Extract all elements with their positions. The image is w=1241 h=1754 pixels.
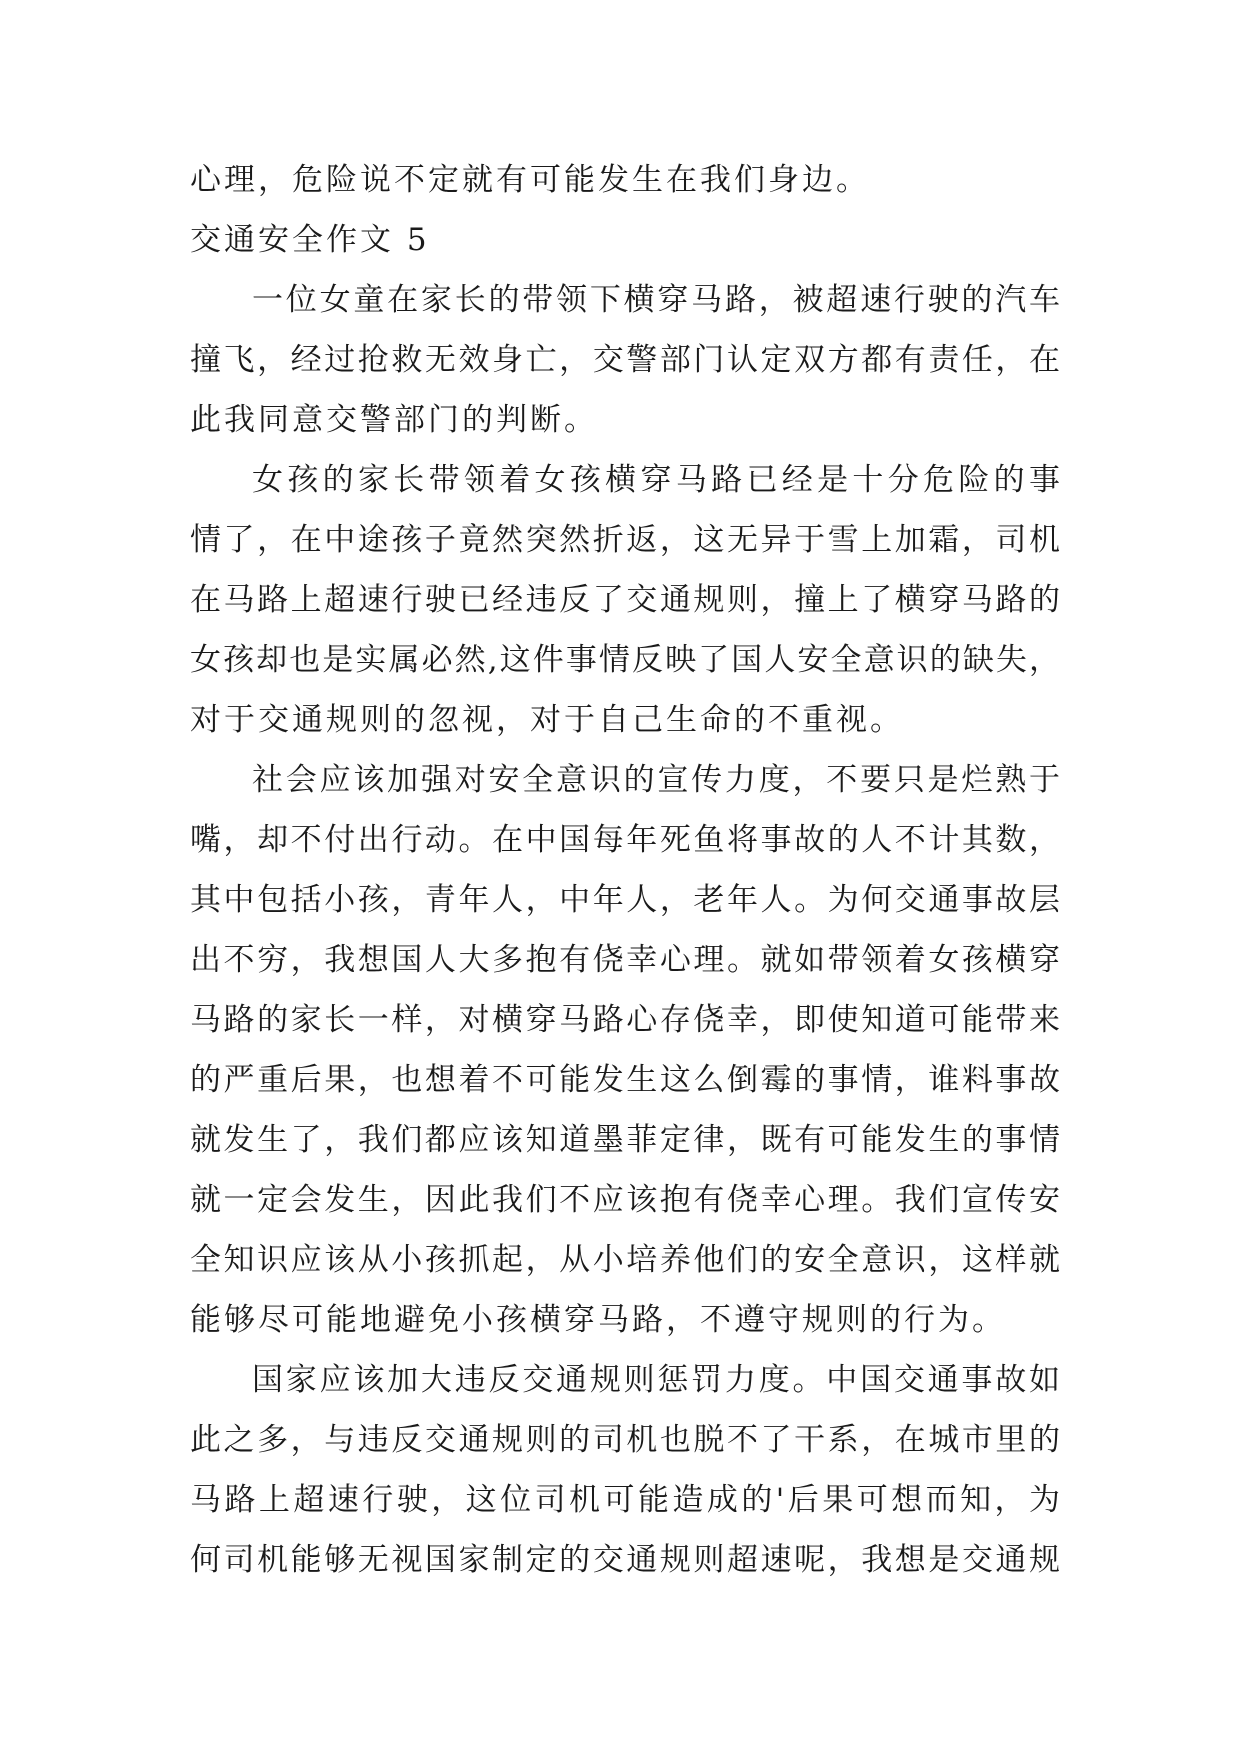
text-line: 此之多，与违反交通规则的司机也脱不了干系，在城市里的 <box>190 1422 1060 1458</box>
text-line: 马路上超速行驶，这位司机可能造成的'后果可想而知，为 <box>190 1482 1060 1518</box>
paragraph <box>190 270 1060 450</box>
text-line: 在马路上超速行驶已经违反了交通规则，撞上了横穿马路的 <box>190 582 1060 618</box>
text-line: 一位女童在家长的带领下横穿马路，被超速行驶的汽车 <box>252 282 1060 318</box>
text-line: 心理，危险说不定就有可能发生在我们身边。 <box>190 162 870 198</box>
text-line: 情了，在中途孩子竟然突然折返，这无异于雪上加霜，司机 <box>190 522 1060 558</box>
paragraph <box>190 1350 1060 1590</box>
text-line: 马路的家长一样，对横穿马路心存侥幸，即使知道可能带来 <box>190 1002 1060 1038</box>
text-line: 嘴，却不付出行动。在中国每年死鱼将事故的人不计其数， <box>190 822 1060 858</box>
text-line: 女孩的家长带领着女孩横穿马路已经是十分危险的事 <box>252 462 1060 498</box>
section-heading <box>190 210 1060 270</box>
paragraph <box>190 750 1060 1350</box>
text-line: 全知识应该从小孩抓起，从小培养他们的安全意识，这样就 <box>190 1242 1060 1278</box>
paragraph-continued <box>190 150 1060 210</box>
text-line: 此我同意交警部门的判断。 <box>190 402 598 438</box>
document-page <box>190 150 1060 1590</box>
text-line: 撞飞，经过抢救无效身亡，交警部门认定双方都有责任，在 <box>190 342 1060 378</box>
heading-text: 交通安全作文 5 <box>190 222 430 258</box>
text-line: 出不穷，我想国人大多抱有侥幸心理。就如带领着女孩横穿 <box>190 942 1060 978</box>
text-line: 何司机能够无视国家制定的交通规则超速呢，我想是交通规 <box>190 1542 1060 1578</box>
text-line: 的严重后果，也想着不可能发生这么倒霉的事情，谁料事故 <box>190 1062 1060 1098</box>
text-line: 女孩却也是实属必然,这件事情反映了国人安全意识的缺失， <box>190 642 1060 678</box>
text-line: 就一定会发生，因此我们不应该抱有侥幸心理。我们宣传安 <box>190 1182 1060 1218</box>
text-line: 国家应该加大违反交通规则惩罚力度。中国交通事故如 <box>252 1362 1060 1398</box>
text-line: 对于交通规则的忽视，对于自己生命的不重视。 <box>190 702 904 738</box>
text-line: 能够尽可能地避免小孩横穿马路，不遵守规则的行为。 <box>190 1302 1006 1338</box>
paragraph <box>190 450 1060 750</box>
text-line: 其中包括小孩，青年人，中年人，老年人。为何交通事故层 <box>190 882 1060 918</box>
text-line: 社会应该加强对安全意识的宣传力度，不要只是烂熟于 <box>252 762 1060 798</box>
text-line: 就发生了，我们都应该知道墨菲定律，既有可能发生的事情 <box>190 1122 1060 1158</box>
